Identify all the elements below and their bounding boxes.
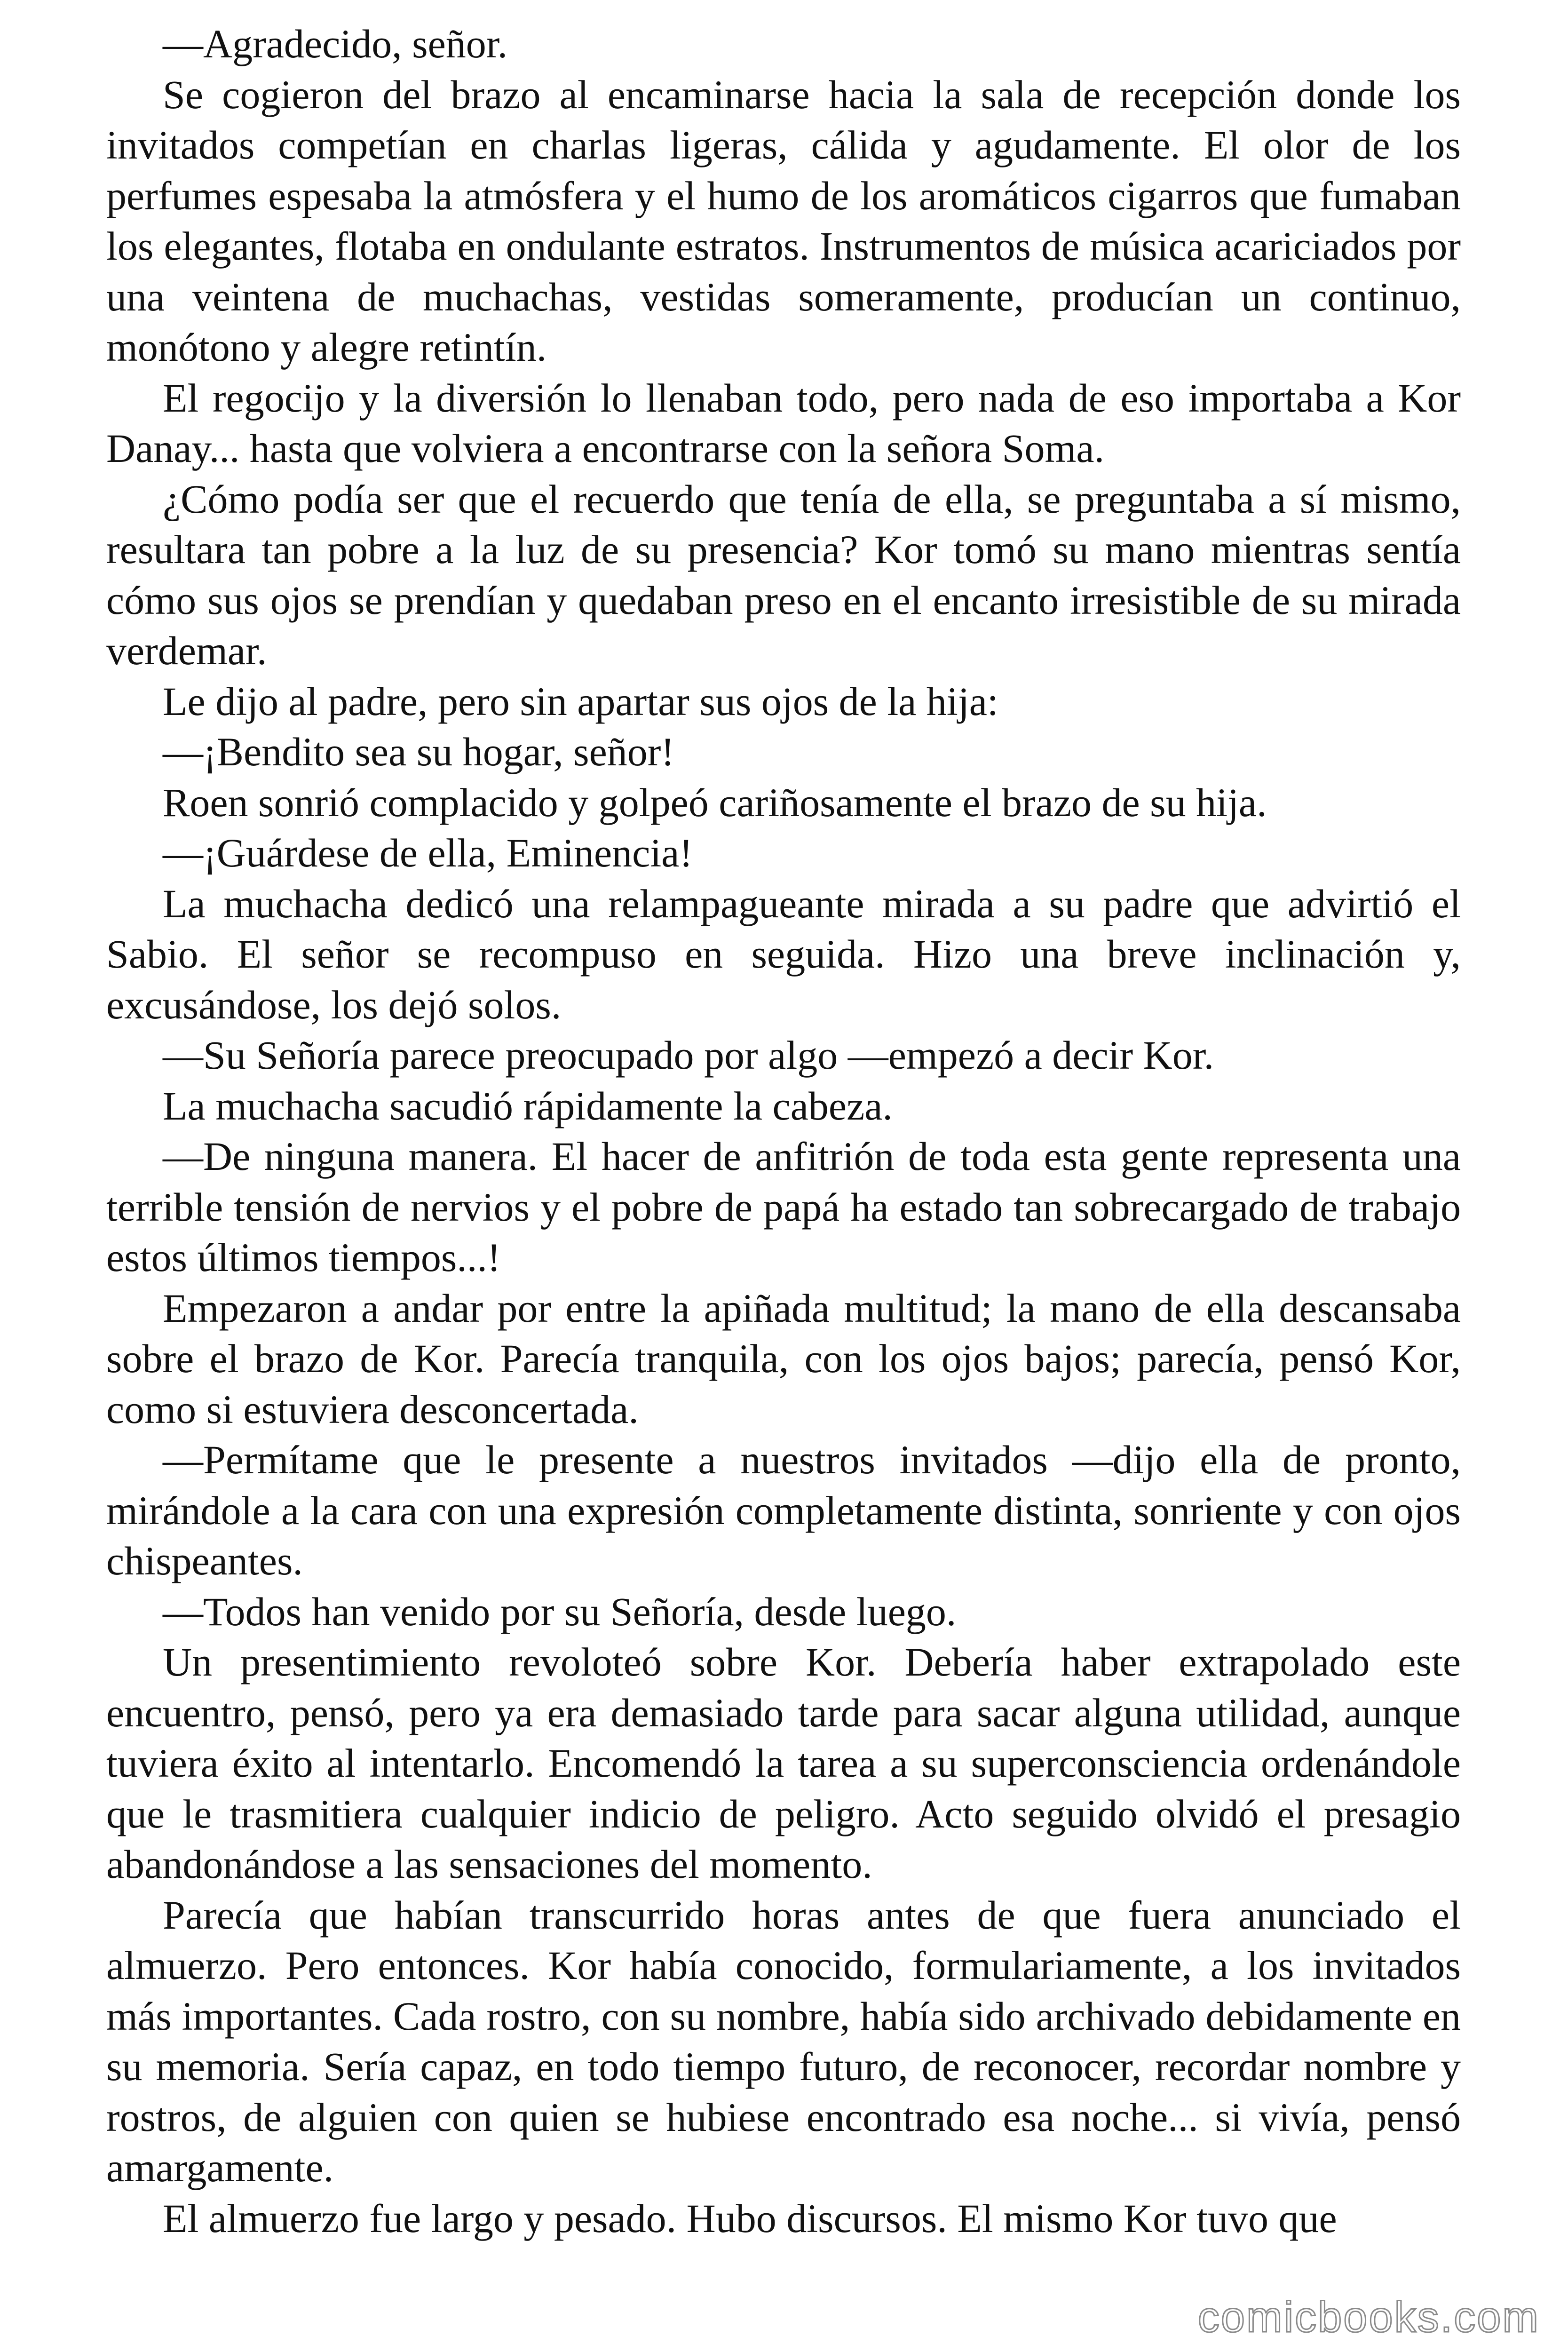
- paragraph: —Agradecido, señor.: [163, 21, 508, 66]
- paragraph: Parecía que habían transcurrido horas antes de que fuera anunciado el almuerzo. Pero entonces. Kor había conocido, formulariamente, a los invitados más importantes. Cada rostro, con su nombre, había sido archivado debidamente en su memoria. Sería capaz, en todo tiempo futuro, de reconocer, recordar nombre y rostros, de alguien con quien se hubiese encontrado esa noche... si vivía, pensó amargamente.: [106, 1892, 1461, 2190]
- paragraph: Un presentimiento revoloteó sobre Kor. Debería haber extrapolado este encuentro, pensó, pero ya era demasiado tarde para sacar alguna utilidad, aunque tuviera éxito al intentarlo. Encomendó la tarea a su superconsciencia ordenándole que le trasmitiera cualquier indicio de peligro. Acto seguido olvidó el presagio abandonándose a las sensaciones del momento.: [106, 1639, 1461, 1887]
- paragraph: —¡Bendito sea su hogar, señor!: [163, 729, 675, 774]
- paragraph: La muchacha dedicó una relampagueante mirada a su padre que advirtió el Sabio. El señor se recompuso en seguida. Hizo una breve inclinación y, excusándose, los dejó solos.: [106, 881, 1461, 1027]
- watermark: comicbooks.com: [1197, 2293, 1540, 2341]
- paragraph: Se cogieron del brazo al encaminarse hacia la sala de recepción donde los invitados competían en charlas ligeras, cálida y agudamente. El olor de los perfumes espesaba la atmósfera y el humo de los aromáticos cigarros que fumaban los elegantes, flotaba en ondulante estratos. Instrumentos de música acariciados por una veintena de muchachas, vestidas someramente, producían un continuo, monótono y alegre retintín.: [106, 72, 1461, 370]
- paragraph: La muchacha sacudió rápidamente la cabeza.: [163, 1083, 893, 1128]
- paragraph: —De ninguna manera. El hacer de anfitrión de toda esta gente representa una terrible tensión de nervios y el pobre de papá ha estado tan sobrecargado de trabajo estos últimos tiempos...!: [106, 1134, 1461, 1280]
- paragraph: —Todos han venido por su Señoría, desde luego.: [163, 1589, 957, 1634]
- paragraph: El almuerzo fue largo y pesado. Hubo discursos. El mismo Kor tuvo que: [163, 2195, 1337, 2241]
- document-body: [106, 19, 1461, 2244]
- paragraph: Le dijo al padre, pero sin apartar sus ojos de la hija:: [163, 678, 998, 724]
- paragraph: El regocijo y la diversión lo llenaban todo, pero nada de eso importaba a Kor Danay... hasta que volviera a encontrarse con la señora Soma.: [106, 375, 1461, 471]
- paragraph: —¡Guárdese de ella, Eminencia!: [163, 830, 693, 875]
- paragraph: ¿Cómo podía ser que el recuerdo que tenía de ella, se preguntaba a sí mismo, resultara tan pobre a la luz de su presencia? Kor tomó su mano mientras sentía cómo sus ojos se prendían y quedaban preso en el encanto irresistible de su mirada verdemar.: [106, 476, 1461, 673]
- paragraph: Roen sonrió complacido y golpeó cariñosamente el brazo de su hija.: [163, 779, 1267, 825]
- paragraph: —Permítame que le presente a nuestros invitados —dijo ella de pronto, mirándole a la cara con una expresión completamente distinta, sonriente y con ojos chispeantes.: [106, 1437, 1461, 1583]
- paragraph: —Su Señoría parece preocupado por algo —empezó a decir Kor.: [163, 1033, 1214, 1078]
- paragraph: Empezaron a andar por entre la apiñada multitud; la mano de ella descansaba sobre el brazo de Kor. Parecía tranquila, con los ojos bajos; parecía, pensó Kor, como si estuviera desconcertada.: [106, 1285, 1461, 1432]
